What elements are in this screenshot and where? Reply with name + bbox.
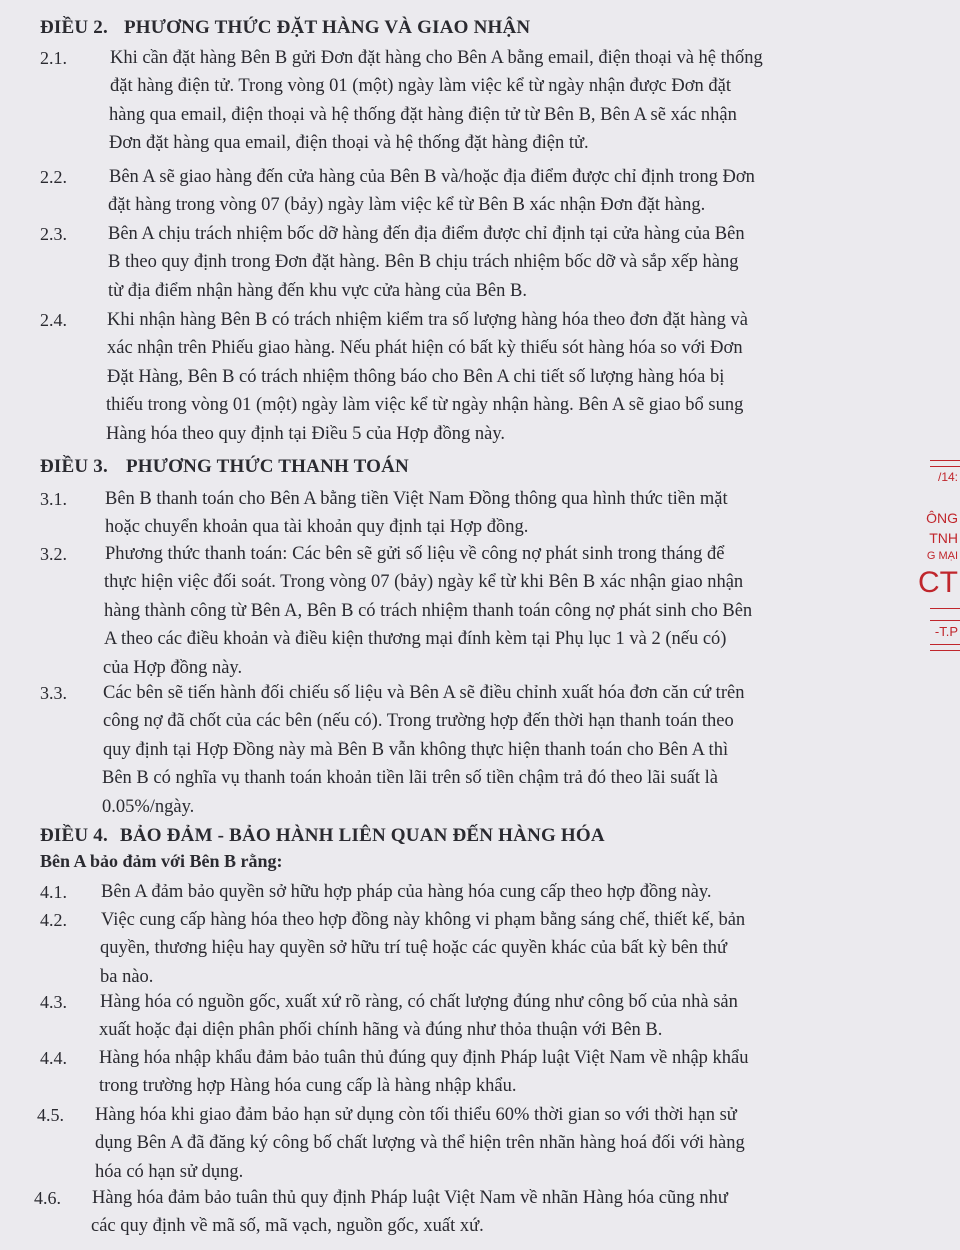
- clause-number: 4.3.: [40, 992, 67, 1012]
- clause-number: 4.4.: [40, 1048, 67, 1068]
- clause-text-line: Bên B thanh toán cho Bên A bằng tiền Việt Nam Đồng thông qua hình thức tiền mặt: [105, 489, 728, 509]
- article-heading: [40, 825, 605, 847]
- clause-text-line: Hàng hóa có nguồn gốc, xuất xứ rõ ràng, có chất lượng đúng như công bố của nhà sản: [100, 992, 738, 1012]
- seal-text-fragment: ÔNG: [926, 510, 958, 526]
- clause-text-line: xác nhận trên Phiếu giao hàng. Nếu phát hiện có bất kỳ thiếu sót hàng hóa so với Đơn: [107, 338, 743, 359]
- seal-ring-line: [930, 644, 960, 645]
- article-heading: [40, 456, 409, 478]
- clause-text-line: hàng thành công từ Bên A, Bên B có trách nhiệm thanh toán công nợ phát sinh cho Bên: [104, 600, 753, 621]
- clause-number: 3.3.: [40, 683, 67, 703]
- red-company-seal: [912, 448, 960, 678]
- clause-text-line: thực hiện việc đối soát. Trong vòng 07 (bảy) ngày kể từ khi Bên B xác nhận giao nhận: [104, 572, 744, 593]
- clause-text-line: thiếu trong vòng 01 (một) ngày làm việc kể từ ngày nhận hàng. Bên A sẽ giao bổ sung: [106, 395, 744, 416]
- clause-text-line: công nợ đã chốt của các bên (nếu có). Trong trường hợp đến thời hạn thanh toán theo: [103, 711, 734, 732]
- clause-number: 4.2.: [40, 910, 67, 930]
- seal-text-fragment: TNH: [929, 530, 958, 546]
- clause-text-line: hàng qua email, điện thoại và hệ thống đặt hàng điện tử từ Bên B, Bên A sẽ xác nhận: [109, 104, 737, 125]
- clause-text-line: Đơn đặt hàng qua email, điện thoại và hệ thống đặt hàng điện tử.: [109, 133, 589, 154]
- clause-number: 2.2.: [40, 167, 67, 187]
- seal-ring-line: [930, 608, 960, 609]
- clause-text-line: Hàng hóa theo quy định tại Điều 5 của Hợp đồng này.: [106, 423, 506, 444]
- seal-ring-line: [930, 620, 960, 621]
- seal-text-number: /14:: [937, 470, 958, 484]
- section-subheading: Bên A bảo đảm với Bên B rằng:: [40, 851, 283, 871]
- clause-text-line: các quy định về mã số, mã vạch, nguồn gốc, xuất xứ.: [91, 1216, 484, 1237]
- clause-number: 4.5.: [37, 1105, 64, 1125]
- clause-text-line: Hàng hóa khi giao đảm bảo hạn sử dụng còn tối thiểu 60% thời gian so với thời hạn sử: [95, 1105, 737, 1125]
- clause-number: 2.1.: [40, 48, 67, 68]
- seal-ring-line: [930, 466, 960, 467]
- clause-text-line: quy định tại Hợp Đồng này mà Bên B vẫn không thực hiện thanh toán cho Bên A thì: [103, 739, 729, 760]
- clause-number: 3.1.: [40, 489, 67, 509]
- clause-number: 3.2.: [40, 544, 67, 564]
- clause-text-line: quyền, thương hiệu hay quyền sở hữu trí tuệ hoặc các quyền khác của bất kỳ bên thứ: [100, 938, 728, 959]
- clause-text-line: Bên B có nghĩa vụ thanh toán khoản tiền lãi trên số tiền chậm trả đó theo lãi suất là: [102, 768, 718, 789]
- clause-text-line: A theo các điều khoản và điều kiện thương mại đính kèm tại Phụ lục 1 và 2 (nếu có): [104, 629, 727, 650]
- clause-text-line: Khi nhận hàng Bên B có trách nhiệm kiểm tra số lượng hàng hóa theo đơn đặt hàng và: [107, 310, 748, 330]
- article-number: ĐIỀU 3.: [40, 456, 108, 477]
- clause-text-line: của Hợp đồng này.: [103, 657, 243, 678]
- clause-text-line: Bên A chịu trách nhiệm bốc dỡ hàng đến địa điểm được chỉ định tại cửa hàng của Bên: [108, 224, 745, 244]
- clause-text-line: đặt hàng điện tử. Trong vòng 01 (một) ngày làm việc kể từ ngày nhận được Đơn đặt: [110, 76, 731, 97]
- clause-text-line: dụng Bên A đã đăng ký công bố chất lượng và thể hiện trên nhãn hàng hoá đối với hàng: [95, 1133, 745, 1154]
- seal-text-fragment: -T.P: [934, 624, 958, 639]
- clause-text-line: ba nào.: [100, 966, 154, 987]
- article-heading: [40, 17, 531, 39]
- clause-number: 2.4.: [40, 310, 67, 330]
- article-number: ĐIỀU 2.: [40, 17, 108, 38]
- article-title: BẢO ĐẢM - BẢO HÀNH LIÊN QUAN ĐẾN HÀNG HÓA: [120, 825, 605, 846]
- clause-number: 2.3.: [40, 224, 67, 244]
- clause-text-line: Bên A sẽ giao hàng đến cửa hàng của Bên B và/hoặc địa điểm được chỉ định trong Đơn: [109, 167, 755, 187]
- clause-text-line: Các bên sẽ tiến hành đối chiếu số liệu và Bên A sẽ điều chỉnh xuất hóa đơn căn cứ trên: [103, 683, 745, 703]
- clause-text-line: Hàng hóa nhập khẩu đảm bảo tuân thủ đúng quy định Pháp luật Việt Nam về nhập khẩu: [99, 1048, 749, 1068]
- clause-number: 4.1.: [40, 882, 67, 902]
- clause-number: 4.6.: [34, 1188, 61, 1208]
- seal-ring-line: [930, 460, 960, 461]
- clause-text-line: từ địa điểm nhận hàng đến khu vực cửa hàng của Bên B.: [108, 280, 527, 301]
- clause-text-line: xuất hoặc đại diện phân phối chính hãng và đúng như thỏa thuận với Bên B.: [99, 1020, 663, 1041]
- clause-text-line: Đặt Hàng, Bên B có trách nhiệm thông báo cho Bên A chi tiết số lượng hàng hóa bị: [107, 366, 725, 387]
- clause-text-line: trong trường hợp Hàng hóa cung cấp là hàng nhập khẩu.: [99, 1076, 517, 1097]
- seal-text-fragment: G MẠI: [926, 550, 958, 562]
- clause-text-line: Việc cung cấp hàng hóa theo hợp đồng này không vi phạm bằng sáng chế, thiết kế, bản: [101, 910, 746, 930]
- clause-text-line: hóa có hạn sử dụng.: [95, 1161, 244, 1182]
- clause-text-line: Phương thức thanh toán: Các bên sẽ gửi số liệu về công nợ phát sinh trong tháng để: [105, 544, 725, 564]
- clause-text-line: Hàng hóa đảm bảo tuân thủ quy định Pháp luật Việt Nam về nhãn Hàng hóa cũng như: [92, 1188, 728, 1208]
- clause-text-line: đặt hàng trong vòng 07 (bảy) ngày làm việc kể từ Bên B xác nhận Đơn đặt hàng.: [108, 195, 706, 216]
- clause-text-line: Bên A đảm bảo quyền sở hữu hợp pháp của hàng hóa cung cấp theo hợp đồng này.: [101, 882, 712, 902]
- clause-text-line: Khi cần đặt hàng Bên B gửi Đơn đặt hàng cho Bên A bằng email, điện thoại và hệ thống: [110, 48, 763, 68]
- article-number: ĐIỀU 4.: [40, 825, 108, 846]
- clause-text-line: B theo quy định trong Đơn đặt hàng. Bên B chịu trách nhiệm bốc dỡ và sắp xếp hàng: [108, 252, 739, 273]
- clause-text-line: 0.05%/ngày.: [102, 796, 195, 817]
- seal-ring-line: [930, 650, 960, 651]
- clause-text-line: hoặc chuyển khoản qua tài khoản quy định tại Hợp đồng.: [105, 517, 529, 538]
- article-title: PHƯƠNG THỨC ĐẶT HÀNG VÀ GIAO NHẬN: [124, 17, 531, 38]
- seal-text-initials: CT: [918, 566, 958, 599]
- article-title: PHƯƠNG THỨC THANH TOÁN: [126, 456, 409, 477]
